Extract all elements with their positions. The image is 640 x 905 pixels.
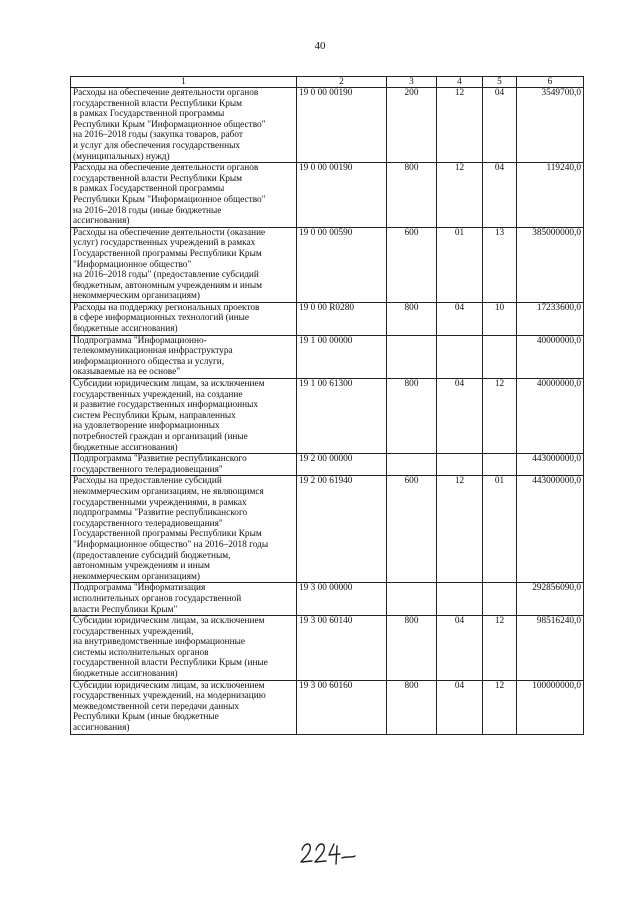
row-amount: 385000000,0 [517,227,584,302]
row-name: Подпрограмма "Информатизация исполнительных органов государственной власти Республики Крым" [71,583,297,616]
table-row [71,454,584,476]
row-name: Расходы на обеспечение деятельности (оказание услуг) государственных учреждений в рамках Государственной программы Республики Крым "Информационное общество" на 2016–2018 годы" (предоставление субсидий бюджетным, автономным учреждениям и иным некоммерческим организациям) [71,227,297,302]
row-col5: 10 [483,302,517,335]
row-name: Расходы на поддержку региональных проектов в сфере информационных технологий (иные бюджетные ассигнования) [71,302,297,335]
row-col5 [483,454,517,476]
row-col3: 200 [387,88,437,163]
row-col3: 800 [387,379,437,454]
column-header: 5 [483,77,517,88]
table-row [71,302,584,335]
table-row [71,335,584,378]
row-col5: 13 [483,227,517,302]
row-name: Субсидии юридическим лицам, за исключением государственных учреждений, на модернизацию межведомственной сети передачи данных Республики Крым (иные бюджетные ассигнования) [71,680,297,734]
row-code: 19 0 00 00190 [297,88,387,163]
row-col4: 04 [437,379,483,454]
table-row [71,379,584,454]
column-header: 3 [387,77,437,88]
row-name: Расходы на обеспечение деятельности органов государственной власти Республики Крым в рамках Государственной программы Республики Крым "Информационное общество" на 2016–2018 годы (закупка товаров, работ и услуг для обеспечения государственных (муниципальных) нужд) [71,88,297,163]
row-amount: 40000000,0 [517,335,584,378]
table-header-row [71,77,584,88]
handwritten-signature [298,838,358,866]
row-col4 [437,583,483,616]
row-col5 [483,583,517,616]
row-name: Расходы на обеспечение деятельности органов государственной власти Республики Крым в рамках Государственной программы Республики Крым "Информационное общество" на 2016–2018 годы (иные бюджетные ассигнования) [71,163,297,228]
page-number: 40 [314,40,326,52]
row-amount: 3549700,0 [517,88,584,163]
row-col4: 04 [437,680,483,734]
row-amount: 443000000,0 [517,476,584,583]
row-col5 [483,335,517,378]
table-row [71,680,584,734]
column-header: 4 [437,77,483,88]
row-amount: 119240,0 [517,163,584,228]
row-col4 [437,335,483,378]
row-amount: 292856090,0 [517,583,584,616]
row-code: 19 3 00 60140 [297,616,387,681]
row-col5: 04 [483,163,517,228]
row-col4: 04 [437,302,483,335]
row-col3: 600 [387,476,437,583]
table-row [71,583,584,616]
row-amount: 100000000,0 [517,680,584,734]
row-col4: 12 [437,476,483,583]
row-code: 19 3 00 60160 [297,680,387,734]
column-header: 2 [297,77,387,88]
table-row [71,227,584,302]
row-col3: 800 [387,302,437,335]
row-col5: 12 [483,680,517,734]
row-code: 19 0 00 R0280 [297,302,387,335]
row-col3: 800 [387,163,437,228]
row-name: Подпрограмма "Развитие республиканского государственного телерадиовещания" [71,454,297,476]
row-col3: 600 [387,227,437,302]
row-col3: 800 [387,680,437,734]
row-col5: 12 [483,616,517,681]
row-col4: 04 [437,616,483,681]
row-amount: 17233600,0 [517,302,584,335]
row-name: Подпрограмма "Информационно- телекоммуникационная инфраструктура информационного общества и услуги, оказываемые на ее основе" [71,335,297,378]
row-amount: 98516240,0 [517,616,584,681]
row-code: 19 0 00 00590 [297,227,387,302]
row-col4: 12 [437,163,483,228]
row-amount: 443000000,0 [517,454,584,476]
row-code: 19 0 00 00190 [297,163,387,228]
row-code: 19 2 00 61940 [297,476,387,583]
row-col5: 01 [483,476,517,583]
table-row [71,88,584,163]
row-col4: 12 [437,88,483,163]
row-code: 19 3 00 00000 [297,583,387,616]
row-col3: 800 [387,616,437,681]
row-name: Субсидии юридическим лицам, за исключением государственных учреждений, на создание и развитие государственных информационных систем Республики Крым, направленных на удовлетворение информационных потребностей граждан и организаций (иные бюджетные ассигнования) [71,379,297,454]
row-col5: 04 [483,88,517,163]
row-col3 [387,583,437,616]
row-code: 19 1 00 00000 [297,335,387,378]
table-row [71,616,584,681]
column-header: 1 [71,77,297,88]
table-row [71,476,584,583]
row-col4 [437,454,483,476]
row-col3 [387,454,437,476]
column-header: 6 [517,77,584,88]
row-code: 19 2 00 00000 [297,454,387,476]
row-col4: 01 [437,227,483,302]
table-row [71,163,584,228]
row-col3 [387,335,437,378]
row-code: 19 1 00 61300 [297,379,387,454]
row-name: Расходы на предоставление субсидий некоммерческим организациям, не являющимся государственными учреждениями, в рамках подпрограммы "Развитие республиканского государственного телерадиовещания" Государственной программы Республики Крым "Информационное общество" на 2016–2018 годы (предоставление субсидий бюджетным, автономным учреждениям и иным некоммерческим организациям) [71,476,297,583]
budget-table [70,76,584,735]
row-col5: 12 [483,379,517,454]
row-name: Субсидии юридическим лицам, за исключением государственных учреждений, на внутриведомственные информационные системы исполнительных органов государственной власти Республики Крым (иные бюджетные ассигнования) [71,616,297,681]
row-amount: 40000000,0 [517,379,584,454]
